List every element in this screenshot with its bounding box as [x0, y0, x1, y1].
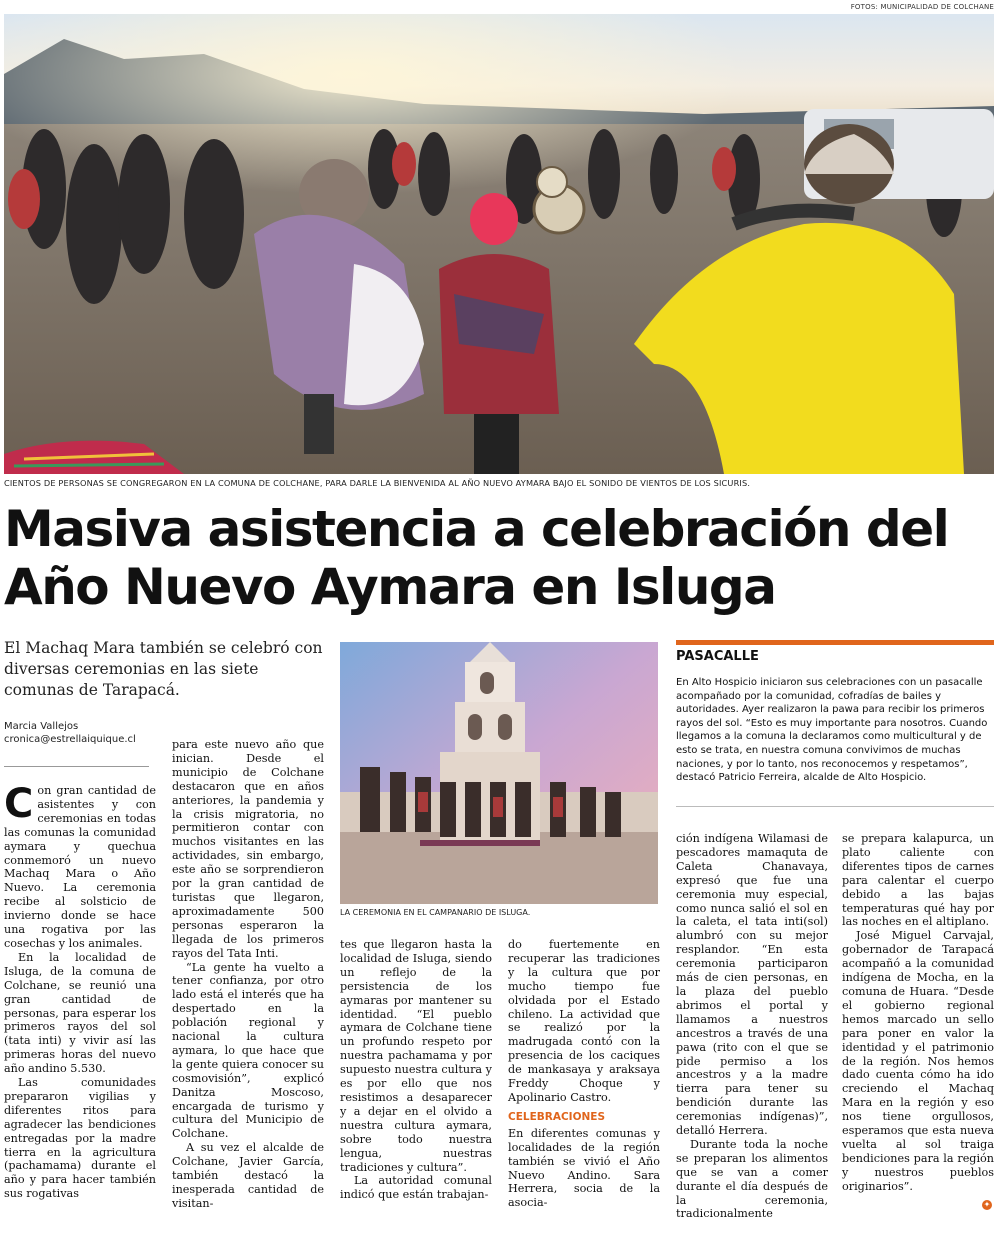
paragraph: tes que llegaron hasta la localidad de Isluga, siendo un reflejo de la persistencia de los aymaras por mantener su identidad. “El pueblo aymara de Colchane tiene un profundo respeto por nuestra pachamama y por supuesto nuestra cultura y es por ello que nos resistimos a desaparecer y a dejar en el olvido a nuestra cultura aymara, sobre todo nuestra lengua, nuestras tradiciones y cultura”. [340, 938, 492, 1174]
end-of-article-icon: ✦ [983, 1200, 991, 1209]
deck: El Machaq Mara también se celebró con diversas ceremonias en las siete comunas de Tarapacá. [4, 639, 323, 699]
paragraph: se prepara kalapurca, un plato caliente con diferentes tipos de carnes para calentar el cuerpo debido a las bajas temperaturas qué hay por las noches en el altiplano. [842, 832, 994, 929]
sidebar-title: PASACALLE [676, 649, 759, 664]
sidebar-accent-bar [676, 640, 994, 645]
main-photo-caption: CIENTOS DE PERSONAS SE CONGREGARON EN LA COMUNA DE COLCHANE, PARA DARLE LA BIENVENIDA AL AÑO NUEVO AYMARA BAJO EL SONIDO DE VIENTOS DE LOS SICURIS. [4, 478, 751, 488]
body-column-1 [4, 781, 156, 1201]
body-column-6 [842, 832, 994, 1194]
sidebar-divider [676, 806, 994, 807]
photo-credit: FOTOS: MUNICIPALIDAD DE COLCHANE [850, 3, 994, 11]
headline: Masiva asistencia a celebración del Año Nuevo Aymara en Isluga [4, 500, 949, 616]
main-photo [4, 14, 994, 474]
author-email[interactable]: cronica@estrellaiquique.cl [4, 734, 136, 745]
subhead-celebraciones: CELEBRACIONES [508, 1110, 606, 1123]
paragraph: “La gente ha vuelto a tener confianza, por otro lado está el interés que ha despertado en la población regional y nacional la cultura aymara, lo que hace que la gente quiera conocer su cosmovisión”, explicó Danitza Moscoso, encargada de turismo y cultura del Municipio de Colchane. [172, 960, 324, 1141]
dropcap: C [4, 781, 34, 827]
paragraph: Las comunidades prepararon vigilias y diferentes ritos para agradecer las bendiciones entregadas por la madre tierra en la agricultura (pachamama) durante el año y para hacer también sus rogativas [4, 1076, 156, 1201]
paragraph: La autoridad comunal indicó que están trabajan- [340, 1174, 492, 1202]
paragraph: Durante toda la noche se preparan los alimentos que se van a comer durante el día después de la ceremonia, tradicionalmente [676, 1137, 828, 1221]
paragraph: para este nuevo año que inician. Desde el municipio de Colchane destacaron que en años anteriores, la pandemia y la crisis migratoria, no permitieron contar con muchos visitantes en las actividades, sin embargo, este año se sorprendieron por la gran cantidad de turistas que llegaron, aproximadamente 500 personas esperaron la llegada de los primeros rayos del Tata Inti. [172, 738, 324, 960]
author-name: Marcia Vallejos [4, 721, 79, 732]
sidebar-text: En Alto Hospicio iniciaron sus celebraciones con un pasacalle acompañado por la comunidad, cofradías de bailes y autoridades. Ayer realizaron la pawa para recibir los primeros rayos del sol. “Esto es muy importante para nosotros. Cuando llegamos a la comuna la declaramos como multicultural y de esto se trata, en nuestra comuna convivimos de muchas naciones, y por lo tanto, nos reconocemos y respetamos”, destacó Patricio Ferreira, alcalde de Alto Hospicio. [676, 677, 988, 784]
paragraph: En la localidad de Isluga, de la comuna de Colchane, se reunió una gran cantidad de personas, para esperar los primeros rayos del sol (tata inti) y vivir así las primeras horas del nuevo año andino 5.530. [4, 950, 156, 1076]
body-column-4 [508, 938, 660, 1210]
church-photo-caption: LA CEREMONIA EN EL CAMPANARIO DE ISLUGA. [340, 908, 531, 917]
author-divider [4, 766, 149, 767]
main-photo-image [4, 14, 994, 474]
paragraph: A su vez el alcalde de Colchane, Javier García, también destacó la inesperada cantidad de visitan- [172, 1141, 324, 1210]
author-block [4, 720, 136, 746]
paragraph: ción indígena Wilamasi de pescadores mamaquta de Caleta Chanavaya, expresó que fue una ceremonia muy especial, como nunca salió el sol en la caleta, el tata inti(sol) alumbró con su mejor resplandor. “En esta ceremonia participaron más de cien personas, en la plaza del pueblo abrimos el portal y llamamos a nuestros ancestros a través de una pawa (rito con el que se pide permiso a los ancestros y a la madre tierra para tener su bendición durante las ceremonias indígenas)”, detalló Herrera. [676, 832, 828, 1138]
church-photo-image [340, 642, 658, 904]
body-column-3 [340, 938, 492, 1202]
paragraph: do fuertemente en recuperar las tradiciones y la cultura que por mucho tiempo fue olvidada por el Estado chileno. La actividad que se realizó por la madrugada contó con la presencia de los caciques de mankasaya y araksaya Freddy Choque y Apolinario Castro. [508, 938, 660, 1104]
body-column-5 [676, 832, 828, 1221]
paragraph: En diferentes comunas y localidades de la región también se vivió el Año Nuevo Andino. Sara Herrera, socia de la asocia- [508, 1126, 660, 1210]
body-column-2 [172, 738, 324, 1211]
paragraph: José Miguel Carvajal, gobernador de Tarapacá acompañó a la comunidad indígena de Mocha, en la comuna de Huara. “Desde el gobierno regional hemos marcado un sello para poner en valor la identidad y el patrimonio de la región. Nos hemos dado cuenta cómo ha ido creciendo el Machaq Mara en la región y eso nos tiene orgullosos, esperamos que esta nueva vuelta al sol traiga bendiciones para la región y nuestros pueblos originarios”. [842, 929, 994, 1193]
church-photo [340, 642, 658, 904]
paragraph: Con gran cantidad de asistentes y con ceremonias en todas las comunas la comunidad aymara y quechua conmemoró un nuevo Machaq Mara o Año Nuevo. La ceremonia recibe al solsticio de invierno donde se hace una rogativa por las cosechas y los animales. [4, 781, 156, 950]
